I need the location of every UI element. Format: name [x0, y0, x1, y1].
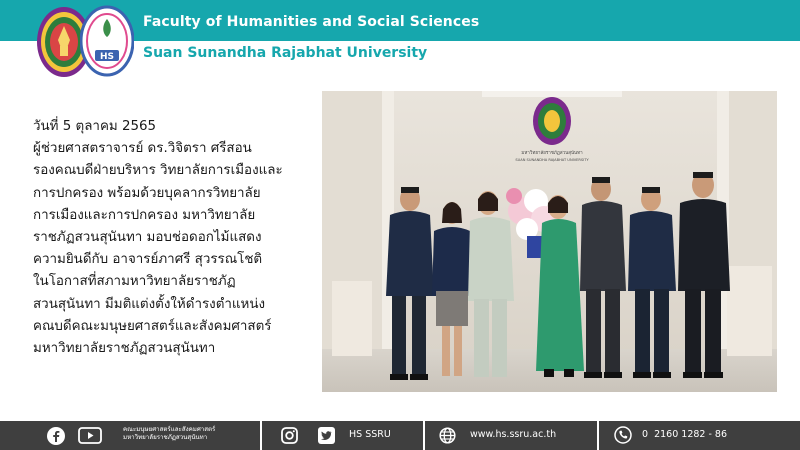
article-line: รองคณบดีฝ่ายบริหาร วิทยาลัยการเมืองและ — [33, 163, 283, 179]
wall-sign-english: SUAN SUNANDHA RAJABHAT UNIVERSITY — [515, 158, 589, 162]
footer-org-line: คณะมนุษยศาสตร์และสังคมศาสตร์ — [123, 426, 216, 433]
youtube-icon[interactable] — [78, 427, 102, 444]
university-subtitle: Suan Sunandha Rajabhat University — [143, 45, 428, 61]
article-line: การเมืองและการปกครอง มหาวิทยาลัย — [33, 207, 256, 223]
article-line: คณบดีคณะมนุษยศาสตร์และสังคมศาสตร์ — [33, 318, 272, 334]
website-link[interactable]: www.hs.ssru.ac.th — [470, 429, 557, 440]
hs-faculty-logo-icon — [80, 5, 134, 77]
footer-bar — [0, 421, 800, 450]
phone-icon — [614, 426, 632, 444]
header — [0, 0, 800, 83]
hs-logo-text: HS — [99, 52, 115, 62]
article-line: ผู้ช่วยศาสตราจารย์ ดร.วิจิตรา ศรีสอน — [33, 141, 252, 157]
instagram-icon[interactable] — [281, 427, 298, 444]
article-line: สวนสุนันทา มีมติแต่งตั้งให้ดำรงตำแหน่ง — [33, 296, 266, 312]
footer-divider — [260, 421, 262, 450]
event-photo — [322, 91, 777, 392]
article-line: ราชภัฏสวนสุนันทา มอบช่อดอกไม้แสดง — [33, 230, 262, 246]
article-line: วันที่ 5 ตุลาคม 2565 — [33, 119, 157, 134]
phone-number[interactable]: 0 2160 1282 - 86 — [642, 429, 728, 440]
footer-divider — [597, 421, 599, 450]
footer-org-line: มหาวิทยาลัยราชภัฏสวนสุนันทา — [123, 434, 208, 441]
social-handle[interactable]: HS SSRU — [349, 429, 391, 440]
article-line: การปกครอง พร้อมด้วยบุคลากรวิทยาลัย — [33, 185, 261, 201]
article-line: มหาวิทยาลัยราชภัฏสวนสุนันทา — [33, 341, 216, 357]
globe-icon — [439, 427, 456, 444]
wall-sign-thai: มหาวิทยาลัยราชภัฏสวนสุนันทา — [521, 151, 583, 156]
footer-divider — [423, 421, 425, 450]
article-line: ในโอกาสที่สภามหาวิทยาลัยราชภัฏ — [33, 274, 236, 290]
footer-org-name — [123, 426, 215, 442]
article-line: ความยินดีกับ อาจารย์ภาศรี สุวรรณโชติ — [33, 252, 263, 268]
news-article — [33, 116, 323, 360]
faculty-title: Faculty of Humanities and Social Sciences — [143, 14, 480, 30]
twitter-icon[interactable] — [318, 427, 335, 444]
facebook-icon[interactable] — [47, 427, 65, 445]
